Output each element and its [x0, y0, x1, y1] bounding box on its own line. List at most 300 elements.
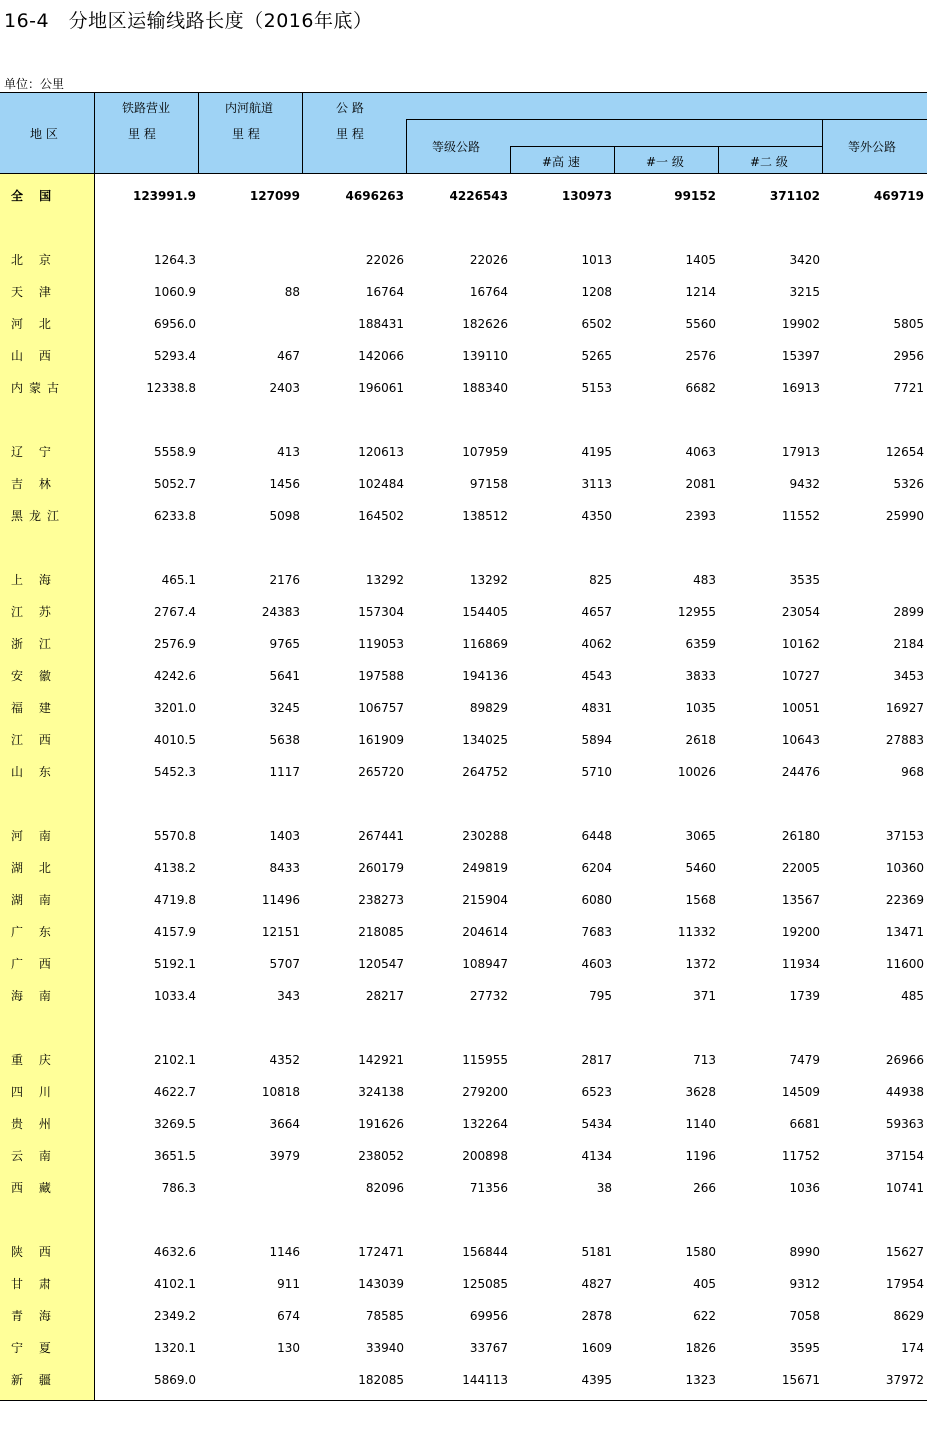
- ungraded-value: 22369: [885, 893, 924, 907]
- graded-value: 134025: [462, 733, 508, 747]
- class2-value: 15397: [781, 349, 820, 363]
- class2-value: 3215: [789, 285, 820, 299]
- header-bottom-border: [0, 173, 927, 174]
- class1-value: 3833: [685, 669, 716, 683]
- road-value: 191626: [358, 1117, 404, 1131]
- class2-value: 9312: [789, 1277, 820, 1291]
- river-value: 3245: [269, 701, 300, 715]
- road-value: 4696263: [345, 189, 404, 203]
- ungraded-value: [828, 572, 924, 588]
- rail-value: 2576.9: [154, 637, 196, 651]
- road-value: 119053: [358, 637, 404, 651]
- region-name: 安 徽: [11, 669, 57, 683]
- road-value: 142921: [358, 1053, 404, 1067]
- graded-value: 154405: [462, 605, 508, 619]
- column-divider: [822, 119, 823, 174]
- graded-value: 215904: [462, 893, 508, 907]
- expressway-value: 5710: [581, 765, 612, 779]
- ungraded-value: 5326: [893, 477, 924, 491]
- class2-value: 14509: [781, 1085, 820, 1099]
- graded-value: 71356: [469, 1181, 508, 1195]
- class2-value: 10727: [781, 669, 820, 683]
- class1-value: 405: [693, 1277, 716, 1291]
- expressway-value: 2878: [581, 1309, 612, 1323]
- expressway-value: 4603: [581, 957, 612, 971]
- river-value: 1403: [269, 829, 300, 843]
- region-name: 西 藏: [11, 1181, 57, 1195]
- header-ungraded: 等外公路: [848, 140, 897, 154]
- road-value: 164502: [358, 509, 404, 523]
- header-road-line1: 公 路: [336, 101, 364, 115]
- road-value: 188431: [358, 317, 404, 331]
- rail-value: 5558.9: [154, 445, 196, 459]
- region-name: 浙 江: [11, 637, 57, 651]
- river-value: 88: [284, 285, 300, 299]
- class2-value: 15671: [781, 1373, 820, 1387]
- graded-value: 144113: [462, 1373, 508, 1387]
- column-divider: [198, 92, 199, 174]
- region-name: 北 京: [11, 253, 57, 267]
- ungraded-value: [828, 284, 924, 300]
- ungraded-value: 485: [901, 989, 924, 1003]
- river-value: 9765: [269, 637, 300, 651]
- rail-value: 5293.4: [154, 349, 196, 363]
- rail-value: 123991.9: [132, 189, 196, 203]
- region-name: 湖 南: [11, 893, 57, 907]
- class1-value: 3065: [685, 829, 716, 843]
- class1-value: 12955: [677, 605, 716, 619]
- ungraded-value: 3453: [893, 669, 924, 683]
- graded-value: 264752: [462, 765, 508, 779]
- class1-value: 483: [693, 573, 716, 587]
- graded-value: 279200: [462, 1085, 508, 1099]
- rail-value: 1033.4: [154, 989, 196, 1003]
- graded-value: 27732: [469, 989, 508, 1003]
- river-value: 24383: [261, 605, 300, 619]
- region-name: 陕 西: [11, 1245, 57, 1259]
- road-value: 13292: [365, 573, 404, 587]
- river-value: [204, 1372, 300, 1388]
- region-name: 宁 夏: [11, 1341, 57, 1355]
- graded-value: 13292: [469, 573, 508, 587]
- class2-value: 3595: [789, 1341, 820, 1355]
- river-value: 413: [277, 445, 300, 459]
- region-name: 广 西: [11, 957, 57, 971]
- class2-value: 16913: [781, 381, 820, 395]
- graded-value: 138512: [462, 509, 508, 523]
- class1-value: 2618: [685, 733, 716, 747]
- header-rail-line2: 里 程: [128, 127, 156, 141]
- rail-value: 2102.1: [154, 1053, 196, 1067]
- rail-value: 4010.5: [154, 733, 196, 747]
- column-divider: [302, 92, 303, 174]
- rail-value: 786.3: [161, 1181, 196, 1195]
- region-name: 甘 肃: [11, 1277, 57, 1291]
- class1-value: 2576: [685, 349, 716, 363]
- rail-value: 1320.1: [154, 1341, 196, 1355]
- class1-value: 713: [693, 1053, 716, 1067]
- road-value: 157304: [358, 605, 404, 619]
- class2-value: 3535: [789, 573, 820, 587]
- ungraded-value: 2956: [893, 349, 924, 363]
- road-value: 238052: [358, 1149, 404, 1163]
- class1-value: 1196: [685, 1149, 716, 1163]
- class1-value: 5560: [685, 317, 716, 331]
- class2-value: 8990: [789, 1245, 820, 1259]
- expressway-value: 5434: [581, 1117, 612, 1131]
- expressway-value: 6448: [581, 829, 612, 843]
- region-name: 全 国: [11, 189, 58, 203]
- header-class1: #一 级: [646, 155, 684, 169]
- graded-value: 125085: [462, 1277, 508, 1291]
- river-value: 12151: [261, 925, 300, 939]
- graded-value: 69956: [469, 1309, 508, 1323]
- region-name: 河 北: [11, 317, 57, 331]
- ungraded-value: 16927: [885, 701, 924, 715]
- graded-value: 97158: [469, 477, 508, 491]
- road-value: 142066: [358, 349, 404, 363]
- road-value: 102484: [358, 477, 404, 491]
- expressway-value: 4657: [581, 605, 612, 619]
- class2-value: 371102: [769, 189, 820, 203]
- class2-value: 17913: [781, 445, 820, 459]
- rail-value: 4102.1: [154, 1277, 196, 1291]
- ungraded-value: 11600: [885, 957, 924, 971]
- graded-value: 115955: [462, 1053, 508, 1067]
- ungraded-value: [828, 252, 924, 268]
- river-value: 8433: [269, 861, 300, 875]
- rail-value: 4242.6: [154, 669, 196, 683]
- expressway-value: 5894: [581, 733, 612, 747]
- region-name: 山 西: [11, 349, 57, 363]
- class2-value: 23054: [781, 605, 820, 619]
- column-divider: [718, 146, 719, 174]
- river-value: 674: [277, 1309, 300, 1323]
- rail-value: 5869.0: [154, 1373, 196, 1387]
- rail-value: 5052.7: [154, 477, 196, 491]
- expressway-value: 5181: [581, 1245, 612, 1259]
- class1-value: 1372: [685, 957, 716, 971]
- rail-value: 6233.8: [154, 509, 196, 523]
- road-value: 238273: [358, 893, 404, 907]
- class2-value: 7058: [789, 1309, 820, 1323]
- ungraded-value: 17954: [885, 1277, 924, 1291]
- road-value: 182085: [358, 1373, 404, 1387]
- expressway-value: 4395: [581, 1373, 612, 1387]
- ungraded-value: 968: [901, 765, 924, 779]
- ungraded-value: 25990: [885, 509, 924, 523]
- river-value: 1146: [269, 1245, 300, 1259]
- rail-value: 5570.8: [154, 829, 196, 843]
- river-value: 911: [277, 1277, 300, 1291]
- graded-value: 116869: [462, 637, 508, 651]
- ungraded-value: 8629: [893, 1309, 924, 1323]
- road-value: 78585: [365, 1309, 404, 1323]
- graded-value: 4226543: [449, 189, 508, 203]
- ungraded-value: 37154: [885, 1149, 924, 1163]
- class2-value: 10643: [781, 733, 820, 747]
- class1-value: 2081: [685, 477, 716, 491]
- column-divider: [614, 146, 615, 174]
- graded-value: 33767: [469, 1341, 508, 1355]
- class1-value: 6682: [685, 381, 716, 395]
- unit-label: 单位：公里: [4, 77, 65, 91]
- expressway-value: 6502: [581, 317, 612, 331]
- expressway-value: 6523: [581, 1085, 612, 1099]
- ungraded-value: 174: [901, 1341, 924, 1355]
- class1-value: 1826: [685, 1341, 716, 1355]
- rail-value: 4157.9: [154, 925, 196, 939]
- header-expressway: #高 速: [542, 155, 580, 169]
- class1-value: 6359: [685, 637, 716, 651]
- region-name: 重 庆: [11, 1053, 57, 1067]
- header-road-line2: 里 程: [336, 127, 364, 141]
- river-value: 11496: [261, 893, 300, 907]
- region-name: 广 东: [11, 925, 57, 939]
- region-name: 江 西: [11, 733, 57, 747]
- river-value: 3979: [269, 1149, 300, 1163]
- class2-value: 1036: [789, 1181, 820, 1195]
- class1-value: 1214: [685, 285, 716, 299]
- class2-value: 10051: [781, 701, 820, 715]
- road-value: 22026: [365, 253, 404, 267]
- class2-value: 24476: [781, 765, 820, 779]
- expressway-value: 4195: [581, 445, 612, 459]
- expressway-value: 5153: [581, 381, 612, 395]
- class2-value: 19200: [781, 925, 820, 939]
- region-name: 海 南: [11, 989, 57, 1003]
- region-name: 山 东: [11, 765, 57, 779]
- region-name: 黑龙江: [11, 509, 66, 523]
- region-name: 青 海: [11, 1309, 57, 1323]
- graded-value: 230288: [462, 829, 508, 843]
- class1-value: 371: [693, 989, 716, 1003]
- road-value: 28217: [365, 989, 404, 1003]
- header-region: 地 区: [30, 127, 58, 141]
- graded-value: 182626: [462, 317, 508, 331]
- road-value: 16764: [365, 285, 404, 299]
- graded-value: 188340: [462, 381, 508, 395]
- road-value: 33940: [365, 1341, 404, 1355]
- ungraded-value: 44938: [885, 1085, 924, 1099]
- river-value: 5707: [269, 957, 300, 971]
- header-rail-line1: 铁路营业: [122, 101, 171, 115]
- river-value: 2176: [269, 573, 300, 587]
- expressway-value: 1208: [581, 285, 612, 299]
- ungraded-value: 27883: [885, 733, 924, 747]
- expressway-value: 38: [596, 1181, 612, 1195]
- road-value: 260179: [358, 861, 404, 875]
- river-value: 1117: [269, 765, 300, 779]
- river-value: 1456: [269, 477, 300, 491]
- table-bottom-border: [0, 1400, 927, 1401]
- rail-value: 6956.0: [154, 317, 196, 331]
- road-value: 267441: [358, 829, 404, 843]
- region-name: 辽 宁: [11, 445, 57, 459]
- rail-value: 1264.3: [154, 253, 196, 267]
- rail-value: 3651.5: [154, 1149, 196, 1163]
- region-name: 江 苏: [11, 605, 57, 619]
- rail-value: 1060.9: [154, 285, 196, 299]
- graded-value: 108947: [462, 957, 508, 971]
- expressway-value: 130973: [561, 189, 612, 203]
- ungraded-value: 7721: [893, 381, 924, 395]
- expressway-value: 7683: [581, 925, 612, 939]
- graded-value: 156844: [462, 1245, 508, 1259]
- ungraded-value: 12654: [885, 445, 924, 459]
- ungraded-value: 5805: [893, 317, 924, 331]
- expressway-value: 3113: [581, 477, 612, 491]
- class1-value: 1568: [685, 893, 716, 907]
- river-value: 343: [277, 989, 300, 1003]
- expressway-value: 6080: [581, 893, 612, 907]
- ungraded-value: 2899: [893, 605, 924, 619]
- region-name: 内蒙古: [11, 381, 66, 395]
- graded-value: 16764: [469, 285, 508, 299]
- ungraded-value: 10741: [885, 1181, 924, 1195]
- class1-value: 3628: [685, 1085, 716, 1099]
- river-value: 127099: [249, 189, 300, 203]
- river-value: 3664: [269, 1117, 300, 1131]
- river-value: 5098: [269, 509, 300, 523]
- region-name: 河 南: [11, 829, 57, 843]
- road-value: 120613: [358, 445, 404, 459]
- class1-value: 1140: [685, 1117, 716, 1131]
- road-value: 324138: [358, 1085, 404, 1099]
- class1-value: 266: [693, 1181, 716, 1195]
- river-value: 130: [277, 1341, 300, 1355]
- graded-value: 139110: [462, 349, 508, 363]
- road-value: 265720: [358, 765, 404, 779]
- ungraded-value: 37972: [885, 1373, 924, 1387]
- class2-value: 9432: [789, 477, 820, 491]
- class1-value: 1580: [685, 1245, 716, 1259]
- rail-value: 2767.4: [154, 605, 196, 619]
- river-value: 467: [277, 349, 300, 363]
- graded-value: 194136: [462, 669, 508, 683]
- river-value: [204, 1180, 300, 1196]
- river-value: 2403: [269, 381, 300, 395]
- page-title: 16-4 分地区运输线路长度（2016年底）: [4, 10, 373, 32]
- rail-value: 12338.8: [146, 381, 196, 395]
- header-road-divider: [406, 119, 927, 120]
- class1-value: 2393: [685, 509, 716, 523]
- expressway-value: 1013: [581, 253, 612, 267]
- expressway-value: 795: [589, 989, 612, 1003]
- river-value: 5638: [269, 733, 300, 747]
- rail-value: 4622.7: [154, 1085, 196, 1099]
- class1-value: 11332: [677, 925, 716, 939]
- expressway-value: 1609: [581, 1341, 612, 1355]
- road-value: 106757: [358, 701, 404, 715]
- road-value: 196061: [358, 381, 404, 395]
- ungraded-value: 469719: [873, 189, 924, 203]
- class2-value: 11934: [781, 957, 820, 971]
- expressway-value: 6204: [581, 861, 612, 875]
- ungraded-value: 59363: [885, 1117, 924, 1131]
- graded-value: 200898: [462, 1149, 508, 1163]
- ungraded-value: 13471: [885, 925, 924, 939]
- ungraded-value: 2184: [893, 637, 924, 651]
- class1-value: 1035: [685, 701, 716, 715]
- column-divider: [406, 119, 407, 174]
- region-name: 福 建: [11, 701, 57, 715]
- region-name: 上 海: [11, 573, 57, 587]
- expressway-value: 4827: [581, 1277, 612, 1291]
- graded-value: 22026: [469, 253, 508, 267]
- class2-value: 1739: [789, 989, 820, 1003]
- class2-value: 10162: [781, 637, 820, 651]
- class2-value: 3420: [789, 253, 820, 267]
- river-value: 10818: [261, 1085, 300, 1099]
- graded-value: 249819: [462, 861, 508, 875]
- rail-value: 5192.1: [154, 957, 196, 971]
- graded-value: 204614: [462, 925, 508, 939]
- river-value: 5641: [269, 669, 300, 683]
- expressway-value: 2817: [581, 1053, 612, 1067]
- road-value: 120547: [358, 957, 404, 971]
- class1-value: 99152: [674, 189, 716, 203]
- rail-value: 4138.2: [154, 861, 196, 875]
- expressway-value: 4134: [581, 1149, 612, 1163]
- expressway-value: 4831: [581, 701, 612, 715]
- road-value: 143039: [358, 1277, 404, 1291]
- header-graded: 等级公路: [432, 140, 481, 154]
- river-value: [204, 316, 300, 332]
- class2-value: 19902: [781, 317, 820, 331]
- class2-value: 13567: [781, 893, 820, 907]
- header-class2: #二 级: [750, 155, 788, 169]
- road-value: 161909: [358, 733, 404, 747]
- ungraded-value: 15627: [885, 1245, 924, 1259]
- river-value: 4352: [269, 1053, 300, 1067]
- column-divider: [94, 92, 95, 1400]
- region-name: 湖 北: [11, 861, 57, 875]
- rail-value: 4719.8: [154, 893, 196, 907]
- class2-value: 6681: [789, 1117, 820, 1131]
- ungraded-value: 10360: [885, 861, 924, 875]
- rail-value: 465.1: [161, 573, 196, 587]
- class2-value: 26180: [781, 829, 820, 843]
- class2-value: 11752: [781, 1149, 820, 1163]
- class2-value: 7479: [789, 1053, 820, 1067]
- road-value: 218085: [358, 925, 404, 939]
- expressway-value: 4062: [581, 637, 612, 651]
- road-value: 82096: [365, 1181, 404, 1195]
- header-top-border: [0, 92, 927, 93]
- class1-value: 1405: [685, 253, 716, 267]
- graded-value: 107959: [462, 445, 508, 459]
- rail-value: 5452.3: [154, 765, 196, 779]
- column-divider: [510, 146, 511, 174]
- rail-value: 4632.6: [154, 1245, 196, 1259]
- header-graded-divider: [510, 146, 822, 147]
- road-value: 197588: [358, 669, 404, 683]
- class1-value: 622: [693, 1309, 716, 1323]
- region-name: 吉 林: [11, 477, 57, 491]
- region-name: 新 疆: [11, 1373, 57, 1387]
- region-name: 四 川: [11, 1085, 57, 1099]
- header-river-line2: 里 程: [232, 127, 260, 141]
- river-value: [204, 252, 300, 268]
- ungraded-value: 26966: [885, 1053, 924, 1067]
- class2-value: 22005: [781, 861, 820, 875]
- region-name: 云 南: [11, 1149, 57, 1163]
- ungraded-value: 37153: [885, 829, 924, 843]
- graded-value: 132264: [462, 1117, 508, 1131]
- class2-value: 11552: [781, 509, 820, 523]
- region-name: 贵 州: [11, 1117, 57, 1131]
